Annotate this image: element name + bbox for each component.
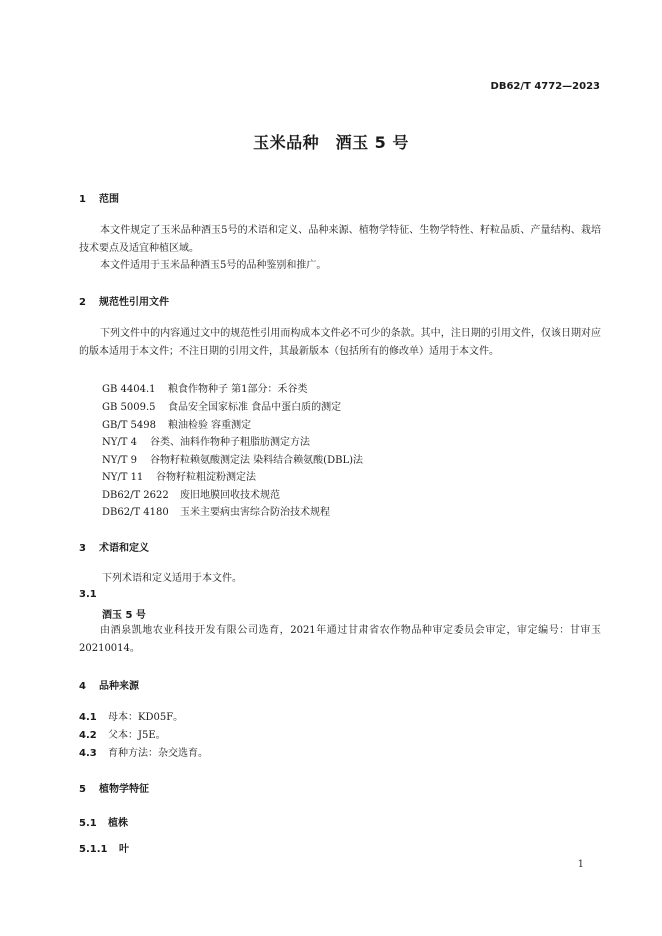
section-heading-botanical — [79, 780, 149, 795]
reference-code: GB 4404.1 — [102, 384, 156, 395]
section-title: 植物学特征 — [99, 784, 149, 795]
section-title: 术语和定义 — [99, 543, 149, 554]
list-item — [79, 727, 166, 744]
subsection-number: 5.1 — [79, 818, 97, 829]
reference-item — [102, 451, 363, 466]
reference-code: DB62/T 2622 — [102, 490, 169, 501]
section-title: 规范性引用文件 — [99, 297, 169, 308]
section-title: 范围 — [99, 194, 119, 205]
reference-title: 食品安全国家标准 食品中蛋白质的测定 — [168, 402, 342, 413]
paragraph: 本文件规定了玉米品种酒玉5号的术语和定义、品种来源、植物学特征、生物学特性、籽粒品质、产量结构、栽培技术要点及适宜种植区域。 — [79, 225, 601, 254]
reference-title: 粮油检验 容重测定 — [168, 420, 252, 431]
section-number: 2 — [79, 297, 86, 308]
list-item — [79, 709, 183, 726]
item-number: 4.2 — [79, 730, 97, 741]
reference-code: GB/T 5498 — [102, 420, 157, 431]
item-text: 母本：KD05F。 — [108, 712, 184, 723]
term-number: 3.1 — [79, 589, 97, 600]
reference-title: 谷物籽粒粗淀粉测定法 — [156, 472, 256, 483]
reference-item — [102, 398, 341, 413]
section-heading-scope — [79, 190, 119, 205]
reference-title: 玉米主要病虫害综合防治技术规程 — [180, 507, 330, 518]
section-number: 1 — [79, 194, 86, 205]
subsection-heading — [79, 840, 129, 855]
section-heading-terms — [79, 539, 149, 554]
paragraph: 下列术语和定义适用于本文件。 — [102, 573, 242, 584]
reference-item — [102, 468, 256, 483]
item-number: 4.3 — [79, 748, 97, 759]
reference-title: 谷物籽粒赖氨酸测定法 染料结合赖氨酸(DBL)法 — [150, 455, 363, 466]
reference-item — [102, 380, 308, 395]
reference-title: 谷类、油料作物种子粗脂肪测定方法 — [150, 437, 310, 448]
reference-code: DB62/T 4180 — [102, 507, 169, 518]
term-name: 酒玉 5 号 — [102, 610, 146, 621]
reference-code: NY/T 11 — [102, 472, 144, 483]
section-heading-origin — [79, 677, 139, 692]
list-item — [79, 745, 208, 762]
section-number: 5 — [79, 784, 86, 795]
item-text: 育种方法：杂交选育。 — [108, 748, 208, 759]
paragraph: 下列文件中的内容通过文中的规范性引用而构成本文件必不可少的条款。其中，注日期的引用文件，仅该日期对应的版本适用于本文件；不注日期的引用文件，其最新版本（包括所有的修改单）适用于本文件。 — [79, 328, 601, 357]
section-number: 4 — [79, 681, 86, 692]
reference-code: GB 5009.5 — [102, 402, 156, 413]
subsection-title: 植株 — [108, 818, 128, 829]
item-text: 父本：J5E。 — [108, 730, 166, 741]
section-heading-normative-references — [79, 293, 169, 308]
page-title: 玉米品种 酒玉 5 号 — [253, 133, 409, 152]
reference-title: 废旧地膜回收技术规范 — [180, 490, 280, 501]
document-code: DB62/T 4772—2023 — [490, 81, 600, 92]
reference-item — [102, 486, 280, 501]
page-number: 1 — [577, 859, 584, 870]
section-title: 品种来源 — [99, 681, 139, 692]
paragraph: 本文件适用于玉米品种酒玉5号的品种鉴别和推广。 — [100, 260, 327, 271]
reference-item — [102, 433, 310, 448]
reference-code: NY/T 4 — [102, 437, 137, 448]
subsection-number: 5.1.1 — [79, 844, 108, 855]
subsection-title: 叶 — [119, 844, 129, 855]
reference-title: 粮食作物种子 第1部分：禾谷类 — [168, 384, 308, 395]
reference-item — [102, 416, 251, 431]
item-number: 4.1 — [79, 712, 97, 723]
reference-code: NY/T 9 — [102, 455, 137, 466]
section-number: 3 — [79, 543, 86, 554]
reference-item — [102, 503, 330, 518]
subsection-heading — [79, 814, 128, 829]
term-definition: 由酒泉凯地农业科技开发有限公司选育，2021年通过甘肃省农作物品种审定委员会审定，审定编号：甘审玉20210014。 — [79, 625, 601, 654]
